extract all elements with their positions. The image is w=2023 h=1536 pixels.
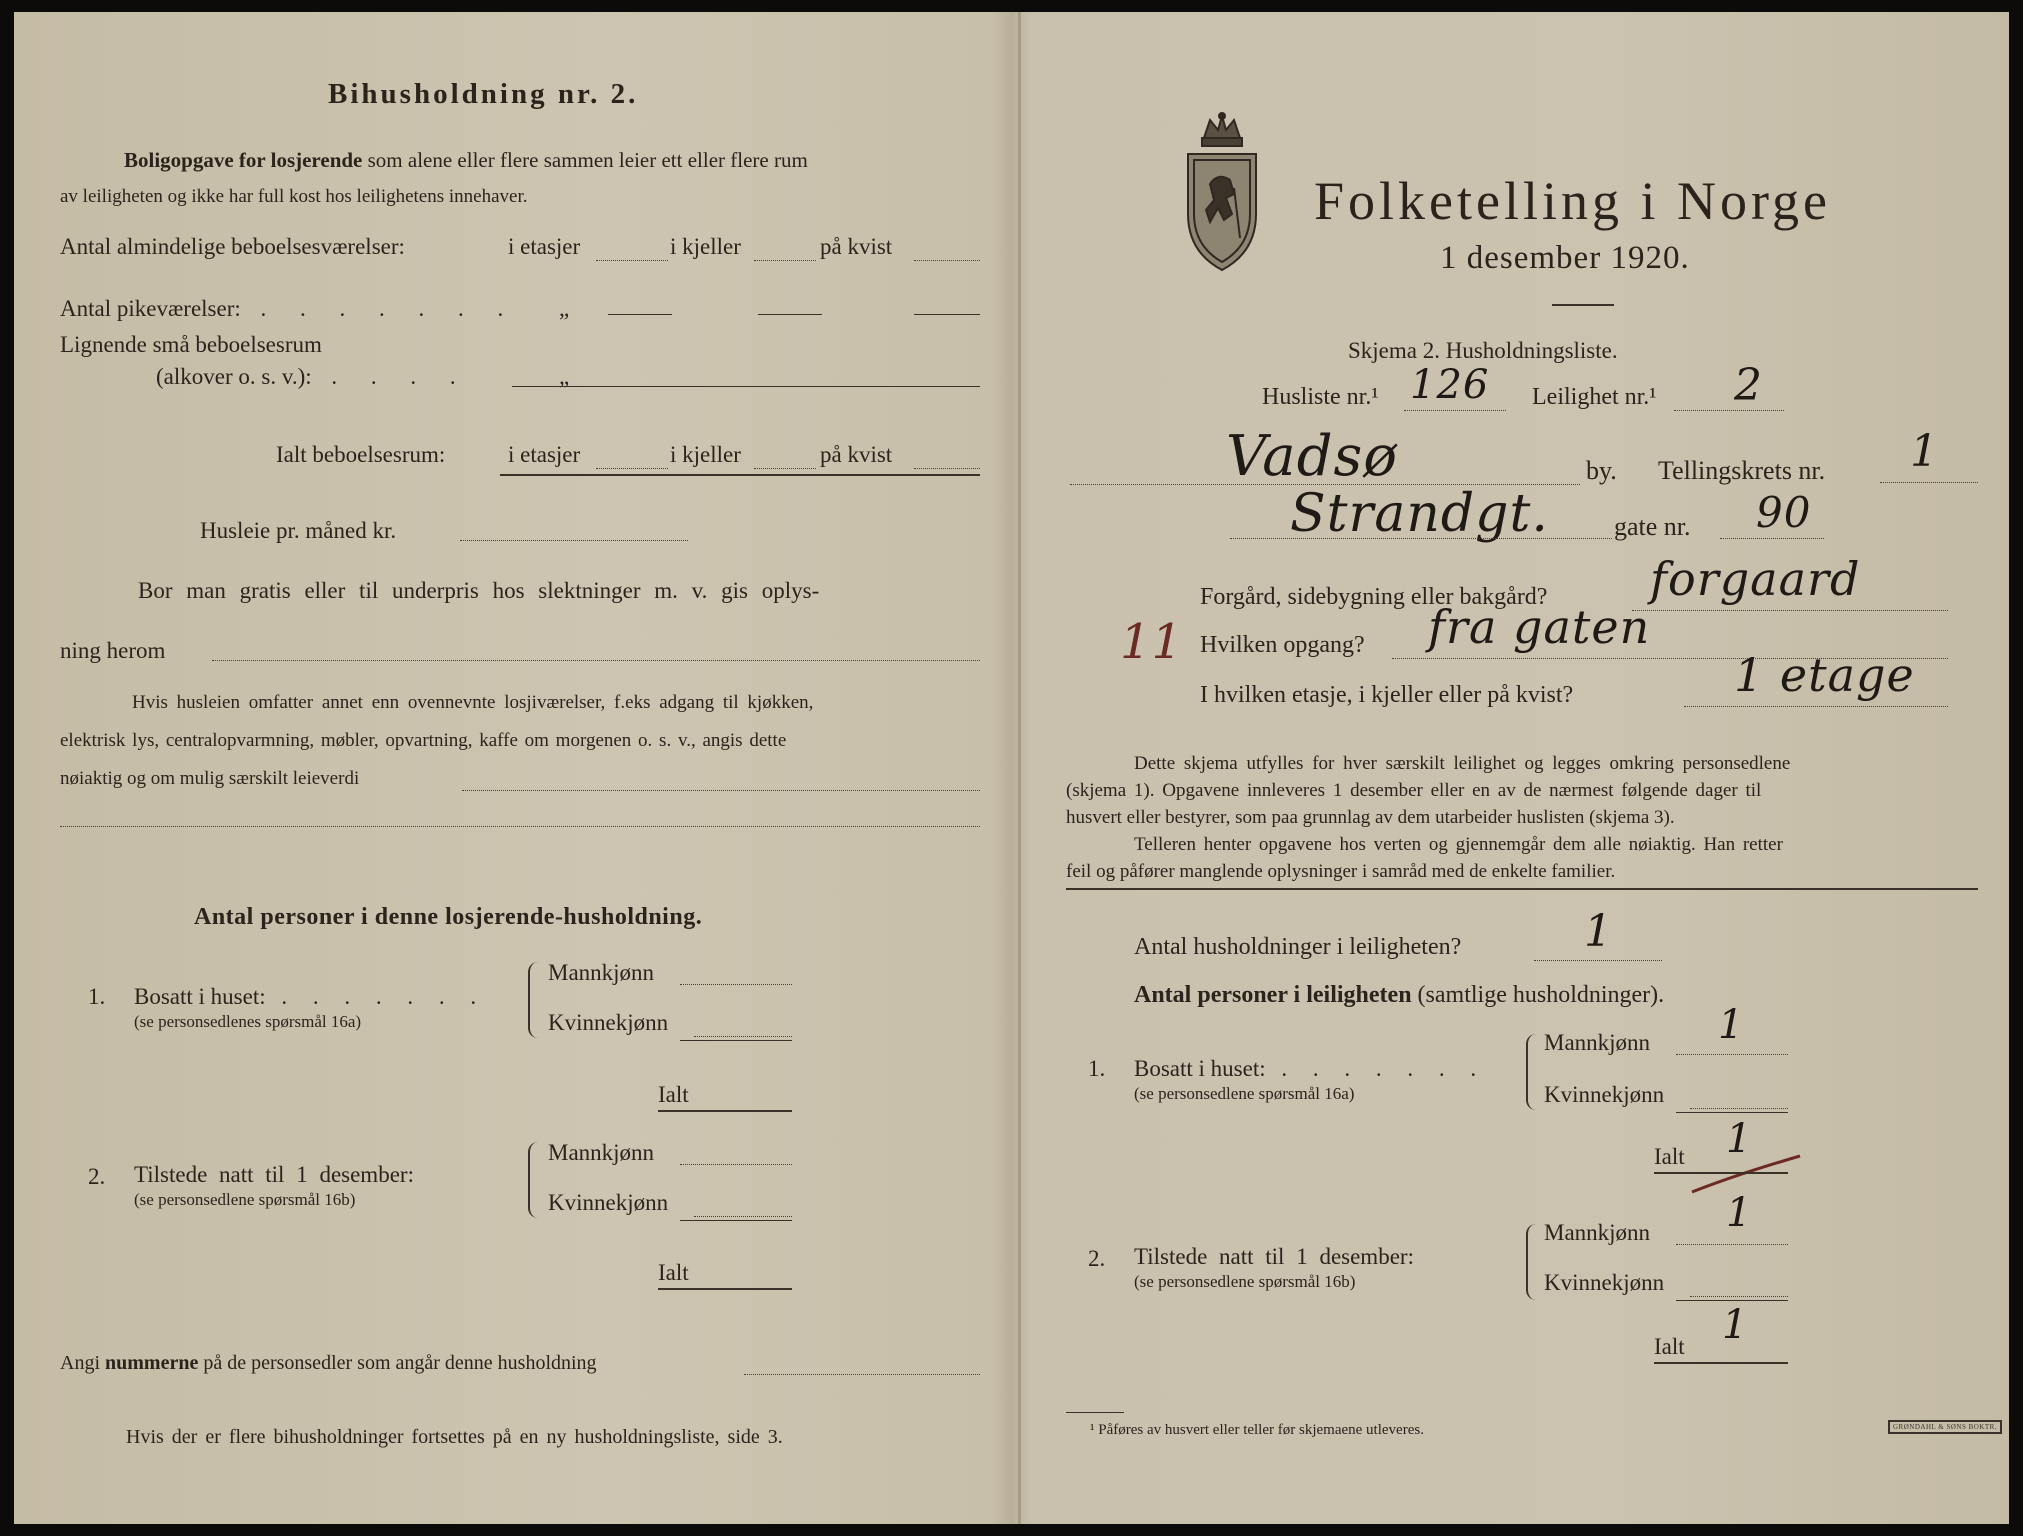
left-q1-mann-label: Mannkjønn [548, 960, 655, 985]
lignende-ditto: „ [559, 364, 570, 389]
left-q2-kvinne-field[interactable] [694, 1216, 792, 1217]
right-persons-heading [1134, 982, 1664, 1009]
hvis-line-1: Hvis husleien omfatter annet enn ovennevnte losjiværelser, f.eks adgang til kjøkken, [132, 692, 814, 713]
right-q1-ialt-value[interactable]: 1 [1726, 1116, 1753, 1162]
right-q2-label: Tilstede natt til 1 desember: [1134, 1244, 1414, 1269]
left-q1-sub: (se personsedlenes spørsmål 16a) [134, 1012, 362, 1031]
right-title: Folketelling i Norge [1314, 171, 1831, 231]
ialt-kjeller-field[interactable] [754, 468, 816, 469]
hush-label: Antal husholdninger i leiligheten? [1134, 934, 1462, 960]
instructions [1066, 750, 1978, 885]
angi-post: på de personsedler som angår denne husholdning [203, 1352, 597, 1374]
right-q2-mann-value[interactable]: 1 [1726, 1190, 1753, 1236]
left-q2-ialt-label: Ialt [658, 1260, 689, 1285]
krets-label: Tellingskrets nr. [1658, 456, 1826, 485]
gate-value[interactable]: 90 [1756, 488, 1812, 537]
right-q1-ialt-field [1654, 1172, 1788, 1174]
etasje-field [1684, 706, 1948, 707]
right-q1-mann-field [1676, 1054, 1788, 1055]
right-q2-kvinne-field[interactable] [1690, 1296, 1788, 1297]
ialt-etasjer-label: i etasjer [508, 442, 581, 467]
right-q2-num: 2. [1088, 1246, 1106, 1271]
left-q1-sum-rule [680, 1040, 792, 1041]
husliste-value[interactable]: 126 [1410, 362, 1490, 408]
krets-value[interactable]: 1 [1910, 426, 1939, 477]
left-q2-num: 2. [88, 1164, 106, 1189]
left-persons-heading: Antal personer i denne losjerende-husholdning. [194, 904, 703, 930]
right-persons-heading-rest: (samtlige husholdninger). [1417, 982, 1665, 1008]
instr-line-2: (skjema 1). Opgavene innleveres 1 desember eller en av de nærmest følgende dager til [1066, 780, 1762, 801]
leilighet-label: Leilighet nr.¹ [1532, 384, 1657, 410]
left-q2-kvinne-label: Kvinnekjønn [548, 1190, 669, 1215]
paa-kvist-field[interactable] [914, 260, 980, 261]
intro-rest: som alene eller flere sammen leier ett eller flere rum [367, 148, 808, 172]
gate-field [1720, 538, 1824, 539]
forgard-label: Forgård, sidebygning eller bakgård? [1200, 584, 1548, 610]
printer-stamp: GRØNDAHL & SØNS BOKTR. [1888, 1420, 2002, 1434]
right-q1-text: Bosatt i huset: [1134, 1056, 1266, 1081]
hush-field [1534, 960, 1662, 961]
left-q1-brace [528, 962, 540, 1038]
leilighet-field [1674, 410, 1784, 411]
antal-rooms-label: Antal almindelige beboelsesværelser: [60, 234, 405, 259]
census-form-sheet [14, 12, 2009, 1524]
krets-field [1880, 482, 1978, 483]
city-value[interactable]: Vadsø [1226, 424, 1398, 489]
opgang-label: Hvilken opgang? [1200, 632, 1365, 658]
angi-bold: nummerne [105, 1352, 199, 1374]
skjema-label: Skjema 2. Husholdningsliste. [1348, 338, 1618, 363]
right-q2-ialt-label: Ialt [1654, 1334, 1685, 1359]
right-q1-sum-rule [1676, 1112, 1788, 1113]
right-q2-mann-field [1676, 1244, 1788, 1245]
leilighet-value[interactable]: 2 [1734, 360, 1763, 411]
right-q2-kvinne-label: Kvinnekjønn [1544, 1270, 1665, 1295]
lignende-label-1: Lignende små beboelsesrum [60, 332, 322, 357]
left-q2-label: Tilstede natt til 1 desember: [134, 1162, 414, 1187]
gate-label: gate nr. [1614, 512, 1691, 541]
by-label: by. [1586, 456, 1617, 485]
ialt-rooms-label: Ialt beboelsesrum: [276, 442, 446, 467]
left-q1-ialt-field[interactable] [658, 1110, 792, 1112]
i-kjeller-label: i kjeller [670, 234, 741, 259]
right-q2-ialt-value[interactable]: 1 [1722, 1302, 1749, 1348]
left-q1-kvinne-label: Kvinnekjønn [548, 1010, 669, 1035]
etasje-value[interactable]: 1 etage [1734, 648, 1915, 702]
pike-field-1[interactable] [608, 314, 672, 315]
intro-bold: Boligopgave for losjerende [124, 148, 363, 172]
pike-field-2[interactable] [758, 314, 822, 315]
left-q2-mann-field[interactable] [680, 1164, 792, 1165]
right-q2-mann-label: Mannkjønn [1544, 1220, 1651, 1245]
lignende-label-2: (alkover o. s. v.): . . . . [156, 364, 470, 389]
right-persons-heading-bold: Antal personer i leiligheten [1134, 982, 1412, 1008]
census-date: 1 desember 1920. [1440, 240, 1690, 276]
right-q2-ialt-field [1654, 1362, 1788, 1364]
intro-line-1 [124, 148, 808, 173]
margin-mark: 11 [1120, 614, 1184, 670]
ialt-kjeller-label: i kjeller [670, 442, 741, 467]
extra-field[interactable] [60, 826, 980, 827]
bor-field[interactable] [212, 660, 980, 661]
right-q1-kvinne-label: Kvinnekjønn [1544, 1082, 1665, 1107]
title-divider [1552, 304, 1614, 306]
left-q2-sub: (se personsedlene spørsmål 16b) [134, 1190, 356, 1209]
left-q1-text: Bosatt i huset: [134, 984, 266, 1009]
instructions-divider [1066, 888, 1978, 890]
husliste-field [1404, 410, 1506, 411]
leieverdi-field[interactable] [462, 790, 980, 791]
paa-kvist-label: på kvist [820, 234, 893, 259]
pike-label: Antal pikeværelser: . . . . . . . [60, 296, 518, 321]
street-value[interactable]: Strandgt. [1290, 484, 1549, 544]
left-q1-kvinne-field[interactable] [694, 1036, 792, 1037]
angi-line [60, 1352, 597, 1375]
forgard-value[interactable]: forgaard [1650, 552, 1861, 606]
left-footer: Hvis der er flere bihusholdninger fortsettes på en ny husholdningsliste, side 3. [126, 1426, 783, 1448]
i-etasjer-label: i etasjer [508, 234, 581, 259]
coat-of-arms-icon [1174, 110, 1270, 278]
i-kjeller-field[interactable] [754, 260, 816, 261]
ialt-kvist-field[interactable] [914, 468, 980, 469]
lignende-text: (alkover o. s. v.): [156, 364, 312, 389]
right-q1-sub: (se personsedlene spørsmål 16a) [1134, 1084, 1355, 1103]
angi-pre: Angi [60, 1352, 100, 1374]
footnote-rule [1066, 1412, 1124, 1413]
right-q2-sum-rule [1676, 1300, 1788, 1301]
street-field [1230, 538, 1612, 539]
instr-line-5: feil og påfører manglende oplysninger i samråd med de enkelte familier. [1066, 861, 1616, 882]
ialt-rooms-underline [500, 474, 980, 476]
bor-line-1: Bor man gratis eller til underpris hos slektninger m. v. gis oplys- [138, 578, 820, 603]
right-q1-mann-label: Mannkjønn [1544, 1030, 1651, 1055]
left-q2-brace [528, 1142, 540, 1218]
left-q1-label: Bosatt i huset: . . . . . . . [134, 984, 487, 1009]
footnote: ¹ Påføres av husvert eller teller før skjemaene utleveres. [1090, 1422, 1424, 1438]
instr-line-3: husvert eller bestyrer, som paa grunnlag av dem utarbeider huslisten (skjema 3). [1066, 807, 1675, 828]
pike-text: Antal pikeværelser: [60, 296, 241, 321]
opgang-value[interactable]: fra gaten [1428, 600, 1651, 654]
hvis-line-2: elektrisk lys, centralopvarmning, møbler, opvartning, kaffe om morgenen o. s. v., angis dette [60, 730, 787, 751]
left-q2-sum-rule [680, 1220, 792, 1221]
forgard-field [1632, 610, 1948, 611]
instr-line-4: Telleren henter opgavene hos verten og gjennemgår dem alle nøiaktig. Han retter [1134, 834, 1783, 855]
ialt-kvist-label: på kvist [820, 442, 893, 467]
hvis-line-3: nøiaktig og om mulig særskilt leieverdi [60, 768, 360, 789]
right-q1-label: Bosatt i huset: . . . . . . . [1134, 1056, 1487, 1081]
hush-value[interactable]: 1 [1584, 906, 1613, 957]
i-etasjer-field[interactable] [596, 260, 668, 261]
pike-ditto: „ [559, 296, 570, 321]
husleie-label: Husleie pr. måned kr. [200, 518, 397, 543]
intro-line-2: av leiligheten og ikke har full kost hos leilighetens innehaver. [60, 186, 528, 207]
right-q1-kvinne-field[interactable] [1690, 1108, 1788, 1109]
page-fold [1018, 12, 1021, 1524]
angi-field[interactable] [744, 1374, 980, 1375]
husliste-label: Husliste nr.¹ [1262, 384, 1379, 410]
left-q1-num: 1. [88, 984, 106, 1009]
husleie-field[interactable] [460, 540, 688, 541]
left-q1-ialt-label: Ialt [658, 1082, 689, 1107]
bor-line-2: ning herom [60, 638, 166, 663]
right-q1-mann-value[interactable]: 1 [1718, 1002, 1745, 1048]
lignende-field[interactable] [512, 386, 980, 387]
left-q1-mann-field[interactable] [680, 984, 792, 985]
left-title: Bihusholdning nr. 2. [328, 78, 639, 110]
left-q2-mann-label: Mannkjønn [548, 1140, 655, 1165]
right-q2-brace [1526, 1224, 1538, 1300]
etasje-label: I hvilken etasje, i kjeller eller på kvist? [1200, 682, 1574, 708]
right-q1-ialt-label: Ialt [1654, 1144, 1685, 1169]
instr-line-1: Dette skjema utfylles for hver særskilt leilighet og legges omkring personsedlene [1134, 753, 1791, 774]
pike-field-3[interactable] [914, 314, 980, 315]
ialt-etasjer-field[interactable] [596, 468, 668, 469]
right-q2-sub: (se personsedlene spørsmål 16b) [1134, 1272, 1356, 1291]
right-q1-num: 1. [1088, 1056, 1106, 1081]
left-q2-ialt-field[interactable] [658, 1288, 792, 1290]
right-q1-brace [1526, 1034, 1538, 1110]
